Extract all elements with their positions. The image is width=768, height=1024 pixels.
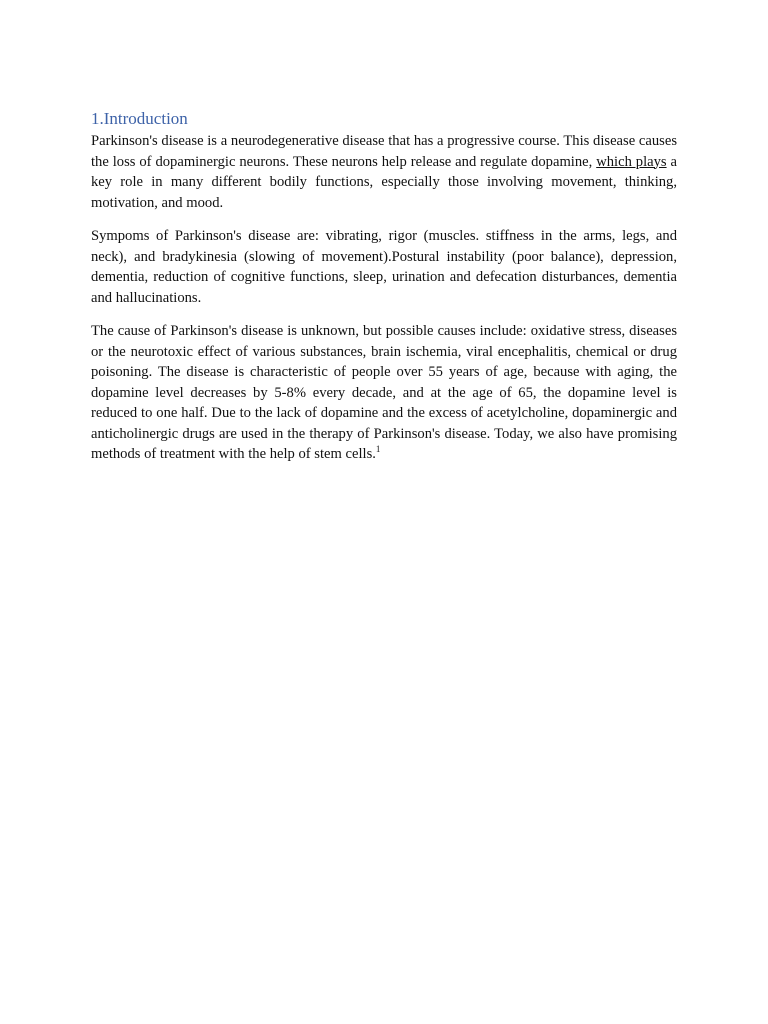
footnote-reference[interactable]: 1	[375, 444, 381, 455]
paragraph-definition-text-start: Parkinson's disease is a neurodegenerative disease that has a progressive course. This disease causes the loss of dopaminergic neurons. These neurons help release and regulate dopamine,	[91, 133, 677, 170]
page-body	[91, 108, 677, 478]
paragraph-symptoms: Sympoms of Parkinson's disease are: vibrating, rigor (muscles. stiffness in the arms, legs, and neck), and bradykinesia (slowing of movement).Postural instability (poor balance), depression, dementia, reduction of cognitive functions, sleep, urination and defecation disturbances, dementia and hallucinations.	[91, 228, 677, 306]
section-heading: 1.Introduction	[91, 109, 188, 128]
paragraph-causes	[91, 321, 677, 465]
paragraph-causes-text: The cause of Parkinson's disease is unknown, but possible causes include: oxidative stress, diseases or the neurotoxic effect of various substances, brain ischemia, viral encephalitis, chemical or drug poisoning. The disease is characteristic of people over 55 years of age, because with aging, the dopamine level decreases by 5-8% every decade, and at the age of 65, the dopamine level is reduced to one half. Due to the lack of dopamine and the excess of acetylcholine, dopaminergic and anticholinergic drugs are used in the therapy of Parkinson's disease. Today, we also have promising methods of treatment with the help of stem cells.	[91, 323, 677, 462]
underlined-phrase: which plays	[596, 153, 667, 170]
paragraph-definition-text-end: a key role in many different bodily functions, especially those involving movement, thinking, motivation, and mood.	[91, 153, 677, 211]
paragraph-definition	[91, 131, 677, 213]
